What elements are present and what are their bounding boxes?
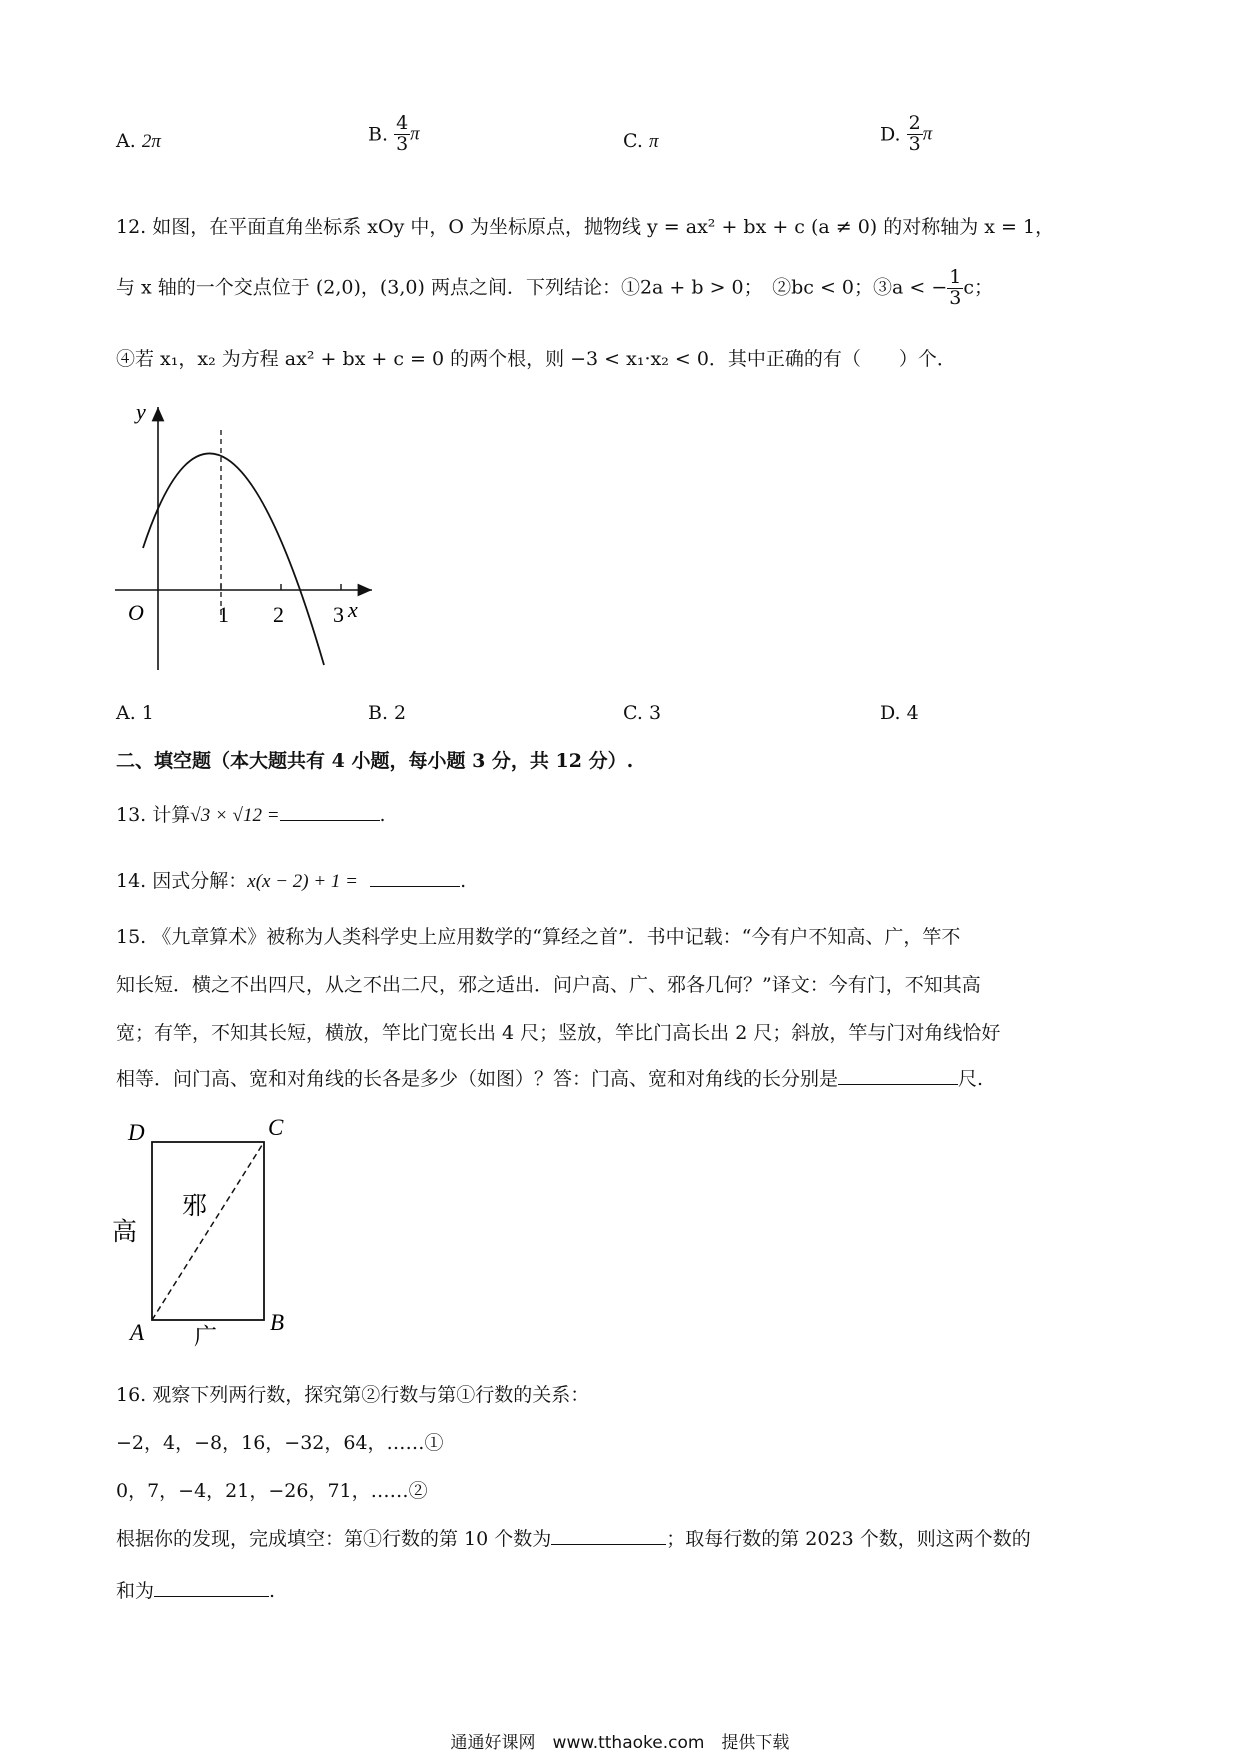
q11-option-b: B. $\frac{4}{3}$ π <box>368 112 420 155</box>
q16-row-1: −2，4，−8，16，−32，64，……① <box>116 1432 444 1454</box>
answer-blank <box>280 802 380 821</box>
q12-line-3: ④若 x₁，x₂ 为方程 ax² + bx + c = 0 的两个根，则 −3 < x₁·x₂ < 0．其中正确的有（ ）个． <box>116 348 956 370</box>
q16-line-5: 和为 . <box>116 1580 276 1602</box>
parabola-curve <box>143 453 324 665</box>
q11-option-a: A. 2π <box>116 130 161 152</box>
width-label: 广 <box>194 1324 217 1348</box>
door-diagonal <box>152 1142 264 1320</box>
origin-label: O <box>128 600 144 625</box>
q12-option-b: B. 2 <box>368 702 407 724</box>
door-figure <box>110 1108 310 1348</box>
tick-label-2: 2 <box>273 602 284 627</box>
q12-option-d: D. 4 <box>880 702 919 724</box>
q16-row-2: 0，7，−4，21，−26，71，……② <box>116 1480 428 1502</box>
vertex-b: B <box>270 1310 285 1335</box>
q11-option-c: C. π <box>623 130 659 152</box>
fraction: $\frac{4}{3}$ <box>396 112 409 155</box>
q12-line-1: 12. 如图，在平面直角坐标系 xOy 中，O 为坐标原点，抛物线 y = ax² + bx + c (a ≠ 0) 的对称轴为 x = 1， <box>116 216 1055 238</box>
q16-line-1: 16. 观察下列两行数，探究第②行数与第①行数的关系： <box>116 1384 590 1406</box>
q15-line-3: 宽；有竿，不知其长短，横放，竿比门宽长出 4 尺；竖放，竿比门高长出 2 尺；斜放，竿与门对角线恰好 <box>116 1022 1001 1044</box>
tick-label-1: 1 <box>218 602 229 627</box>
q14-line: 14. 因式分解：x(x − 2) + 1 = . <box>116 870 467 892</box>
answer-blank <box>154 1578 269 1597</box>
x-label: x <box>348 597 358 622</box>
q16-line-4: 根据你的发现，完成填空：第①行数的第 10 个数为 ；取每行数的第 2023 个数，则这两个数的 <box>116 1528 1031 1550</box>
fraction: $\frac{1}{3}$ <box>949 266 962 309</box>
answer-blank <box>838 1066 958 1085</box>
fraction: $\frac{2}{3}$ <box>908 112 921 155</box>
tick-label-3: 3 <box>333 602 344 627</box>
vertex-d: D <box>128 1120 145 1145</box>
q15-line-1: 15. 《九章算术》被称为人类科学史上应用数学的“算经之首”．书中记载：“今有户不知高、广，竿不 <box>116 926 961 948</box>
q12-option-a: A. 1 <box>116 702 154 724</box>
vertex-a: A <box>130 1320 145 1345</box>
y-label: y <box>136 399 146 424</box>
answer-blank <box>551 1526 666 1545</box>
q13-line: 13. 计算√3 × √12 = . <box>116 804 386 826</box>
answer-blank <box>370 868 460 887</box>
q12-option-c: C. 3 <box>623 702 662 724</box>
height-label: 高 <box>112 1219 138 1246</box>
q11-option-d: D. $\frac{2}{3}$ π <box>880 112 933 155</box>
q12-line-2: 与 x 轴的一个交点位于 (2,0)，(3,0) 两点之间．下列结论：①2a + b > 0； ②bc < 0；③a < − $\frac{1}{3}$ c； <box>116 266 994 309</box>
section-title: 二、填空题（本大题共有 4 小题，每小题 3 分，共 12 分）. <box>116 750 634 772</box>
q15-line-4: 相等．问门高、宽和对角线的长各是多少（如图）？答：门高、宽和对角线的长分别是 尺. <box>116 1068 984 1090</box>
vertex-c: C <box>268 1115 284 1140</box>
parabola-graph <box>100 395 390 685</box>
page-footer: 通通好课网 www.tthaoke.com 提供下载 <box>450 1733 790 1753</box>
q15-line-2: 知长短．横之不出四尺，从之不出二尺，邪之适出．问户高、广、邪各几何？”译文：今有门，不知其高 <box>116 974 981 996</box>
diagonal-label: 邪 <box>182 1193 208 1220</box>
